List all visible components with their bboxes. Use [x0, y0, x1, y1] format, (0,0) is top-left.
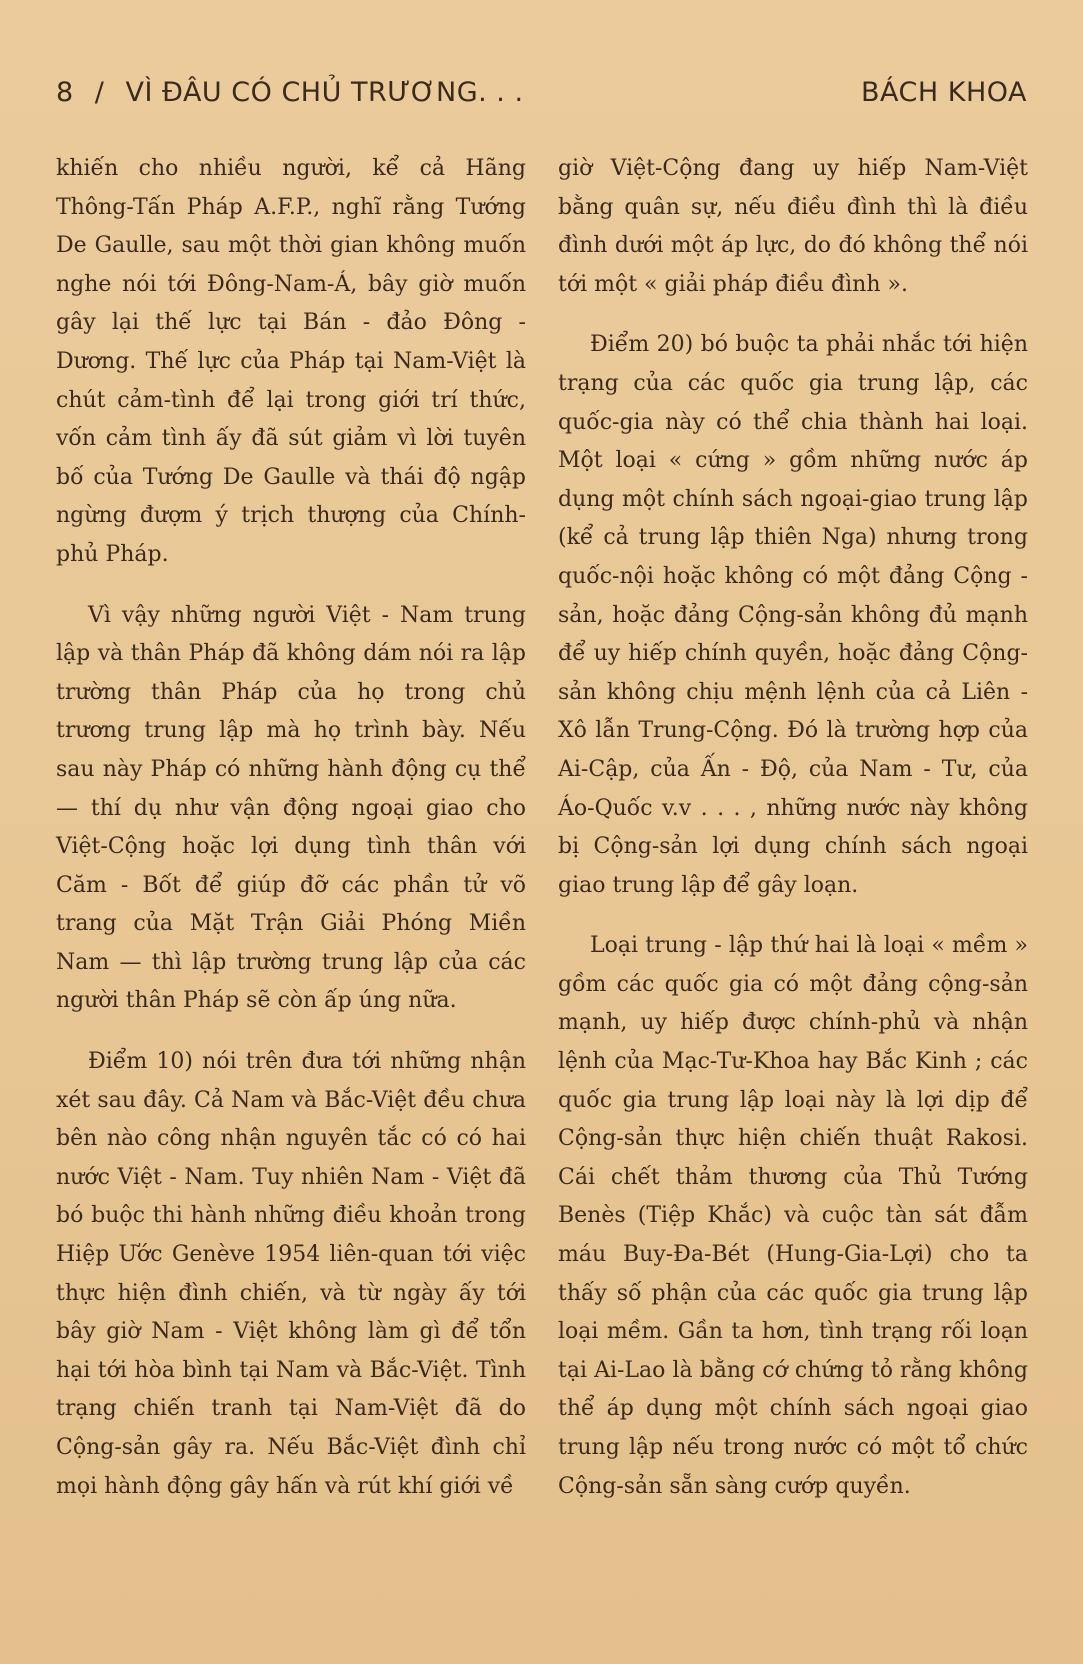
- header-left: [56, 77, 536, 108]
- page-header: [56, 68, 1027, 116]
- page-number: 8: [56, 76, 74, 108]
- paragraph: Loại trung - lập thứ hai là loại « mềm » gồm các quốc gia có một đảng cộng-sản mạnh, uy hiếp được chính-phủ và nhận lệnh của Mạc-Tư-Khoa hay Bắc Kinh ; các quốc gia trung lập loại này là lợi dịp để Cộng-sản thực hiện chiến thuật Rakosi. Cái chết thảm thương của Thủ Tướng Benès (Tiệp Khắc) và cuộc tàn sát đẫm máu Buy-Đa-Bét (Hung-Gia-Lợi) cho ta thấy số phận của các quốc gia trung lập loại mềm. Gần ta hơn, tình trạng rối loạn tại Ai-Lao là bằng cớ chứng tỏ rằng không thể áp dụng một chính sách ngoại giao trung lập nếu trong nước có một tổ chức Cộng-sản sẵn sàng cướp quyền.: [558, 933, 1028, 1499]
- paragraph: Điểm 10) nói trên đưa tới những nhận xét sau đây. Cả Nam và Bắc-Việt đều chưa bên nào công nhận nguyên tắc có có hai nước Việt - Nam. Tuy nhiên Nam - Việt đã bó buộc thi hành những điều khoản trong Hiệp Ước Genève 1954 liên-quan tới việc thực hiện đình chiến, và từ ngày ấy tới bây giờ Nam - Việt không làm gì để tổn hại tới hòa bình tại Nam và Bắc-Việt. Tình trạng chiến tranh tại Nam-Việt đã do Cộng-sản gây ra. Nếu Bắc-Việt đình chỉ mọi hành động gây hấn và rút khí giới về: [56, 1049, 526, 1499]
- article-title: VÌ ĐÂU CÓ CHỦ TRƯƠNG. . .: [125, 76, 524, 108]
- paragraph: Điểm 20) bó buộc ta phải nhắc tới hiện trạng của các quốc gia trung lập, các quốc-gia này có thể chia thành hai loại. Một loại « cứng » gồm những nước áp dụng một chính sách ngoại-giao trung lập (kể cả trung lập thiên Nga) nhưng trong quốc-nội hoặc không có một đảng Cộng - sản, hoặc đảng Cộng-sản không đủ mạnh để uy hiếp chính quyền, hoặc đảng Cộng-sản không chịu mệnh lệnh của cả Liên - Xô lẫn Trung-Cộng. Đó là trường hợp của Ai-Cập, của Ấn - Độ, của Nam - Tư, của Áo-Quốc v.v . . . , những nước này không bị Cộng-sản lợi dụng chính sách ngoại giao trung lập để gây loạn.: [558, 332, 1028, 898]
- header-separator: /: [94, 76, 105, 108]
- left-column: [56, 150, 526, 1528]
- paragraph: giờ Việt-Cộng đang uy hiếp Nam-Việt bằng quân sự, nếu điều đình thì là điều đình dưới một áp lực, do đó không thể nói tới một « giải pháp điều đình ».: [558, 156, 1028, 297]
- magazine-name: BÁCH KHOA: [860, 76, 1027, 108]
- right-column: [558, 150, 1028, 1528]
- paragraph: Vì vậy những người Việt - Nam trung lập và thân Pháp đã không dám nói ra lập trường thân Pháp của họ trong chủ trương trung lập mà họ trình bày. Nếu sau này Pháp có những hành động cụ thể — thí dụ như vận động ngoại giao cho Việt-Cộng hoặc lợi dụng tình thân với Căm - Bốt để giúp đỡ các phần tử võ trang của Mặt Trận Giải Phóng Miền Nam — thì lập trường trung lập của các người thân Pháp sẽ còn ấp úng nữa.: [56, 602, 526, 1014]
- paragraph: khiến cho nhiều người, kể cả Hãng Thông-Tấn Pháp A.F.P., nghĩ rằng Tướng De Gaulle, sau một thời gian không muốn nghe nói tới Đông-Nam-Á, bây giờ muốn gây lại thế lực tại Bán - đảo Đông - Dương. Thế lực của Pháp tại Nam-Việt là chút cảm-tình để lại trong giới trí thức, vốn cảm tình ấy đã sút giảm vì lời tuyên bố của Tướng De Gaulle và thái độ ngập ngừng đượm ý trịch thượng của Chính-phủ Pháp.: [56, 156, 526, 567]
